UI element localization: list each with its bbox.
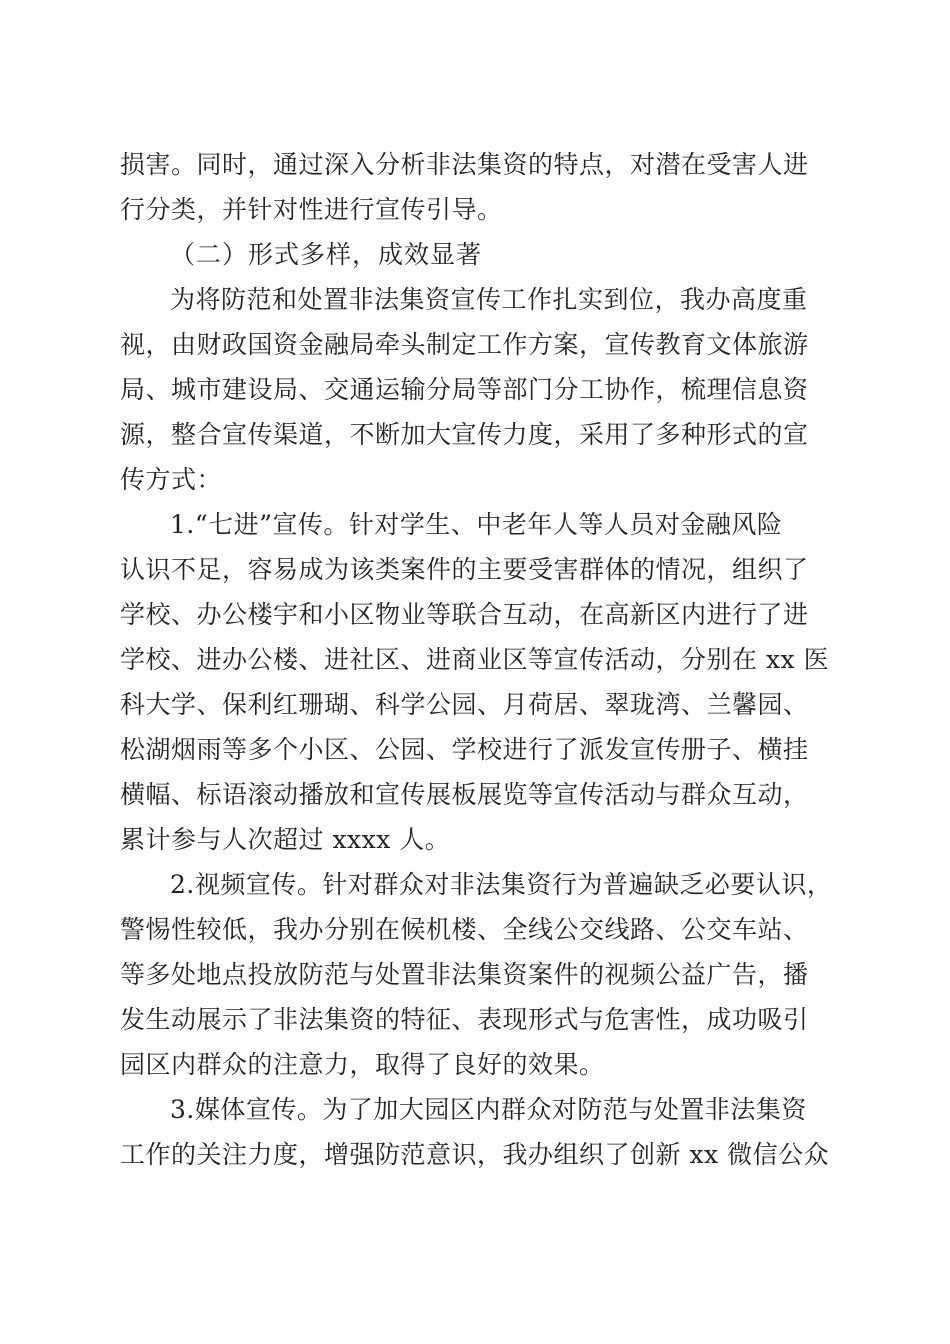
paragraph-line: 2.视频宣传。针对群众对非法集资行为普遍缺乏必要认识， — [170, 870, 833, 899]
paragraph-line: 局、城市建设局、交通运输分局等部门分工协作，梳理信息资 — [120, 375, 809, 404]
paragraph-line: 园区内群众的注意力，取得了良好的效果。 — [120, 1050, 605, 1079]
paragraph-line: 工作的关注力度，增强防范意识，我办组织了创新 xx 微信公众 — [120, 1140, 830, 1169]
paragraph-line: 认识不足，容易成为该类案件的主要受害群体的情况，组织了 — [120, 555, 809, 584]
section-heading: （二）形式多样，成效显著 — [170, 240, 483, 269]
paragraph-line: 源，整合宣传渠道，不断加大宣传力度，采用了多种形式的宣 — [120, 420, 809, 449]
paragraph-line: 横幅、标语滚动播放和宣传展板展览等宣传活动与群众互动， — [120, 780, 809, 809]
paragraph-line: 等多处地点投放防范与处置非法集资案件的视频公益广告，播 — [120, 960, 809, 989]
paragraph-line: 传方式： — [120, 465, 223, 494]
paragraph-line: 警惕性较低，我办分别在候机楼、全线公交线路、公交车站、 — [120, 915, 809, 944]
paragraph-line: 学校、办公楼宇和小区物业等联合互动，在高新区内进行了进 — [120, 600, 809, 629]
paragraph-line: 累计参与人次超过 xxxx 人。 — [120, 825, 451, 854]
paragraph-line: 3.媒体宣传。为了加大园区内群众对防范与处置非法集资 — [170, 1095, 807, 1124]
paragraph-line: 行分类，并针对性进行宣传引导。 — [120, 195, 503, 224]
paragraph-line: 1.“七进”宣传。针对学生、中老年人等人员对金融风险 — [170, 510, 783, 539]
paragraph-line: 学校、进办公楼、进社区、进商业区等宣传活动，分别在 xx 医 — [120, 645, 830, 674]
paragraph-line: 科大学、保利红珊瑚、科学公园、月荷居、翠珑湾、兰馨园、 — [120, 690, 809, 719]
paragraph-line: 损害。同时，通过深入分析非法集资的特点，对潜在受害人进 — [120, 150, 809, 179]
paragraph-line: 视，由财政国资金融局牵头制定工作方案，宣传教育文体旅游 — [120, 330, 809, 359]
paragraph-line: 为将防范和处置非法集资宣传工作扎实到位，我办高度重 — [170, 285, 808, 314]
paragraph-line: 松湖烟雨等多个小区、公园、学校进行了派发宣传册子、横挂 — [120, 735, 809, 764]
paragraph-line: 发生动展示了非法集资的特征、表现形式与危害性，成功吸引 — [120, 1005, 809, 1034]
